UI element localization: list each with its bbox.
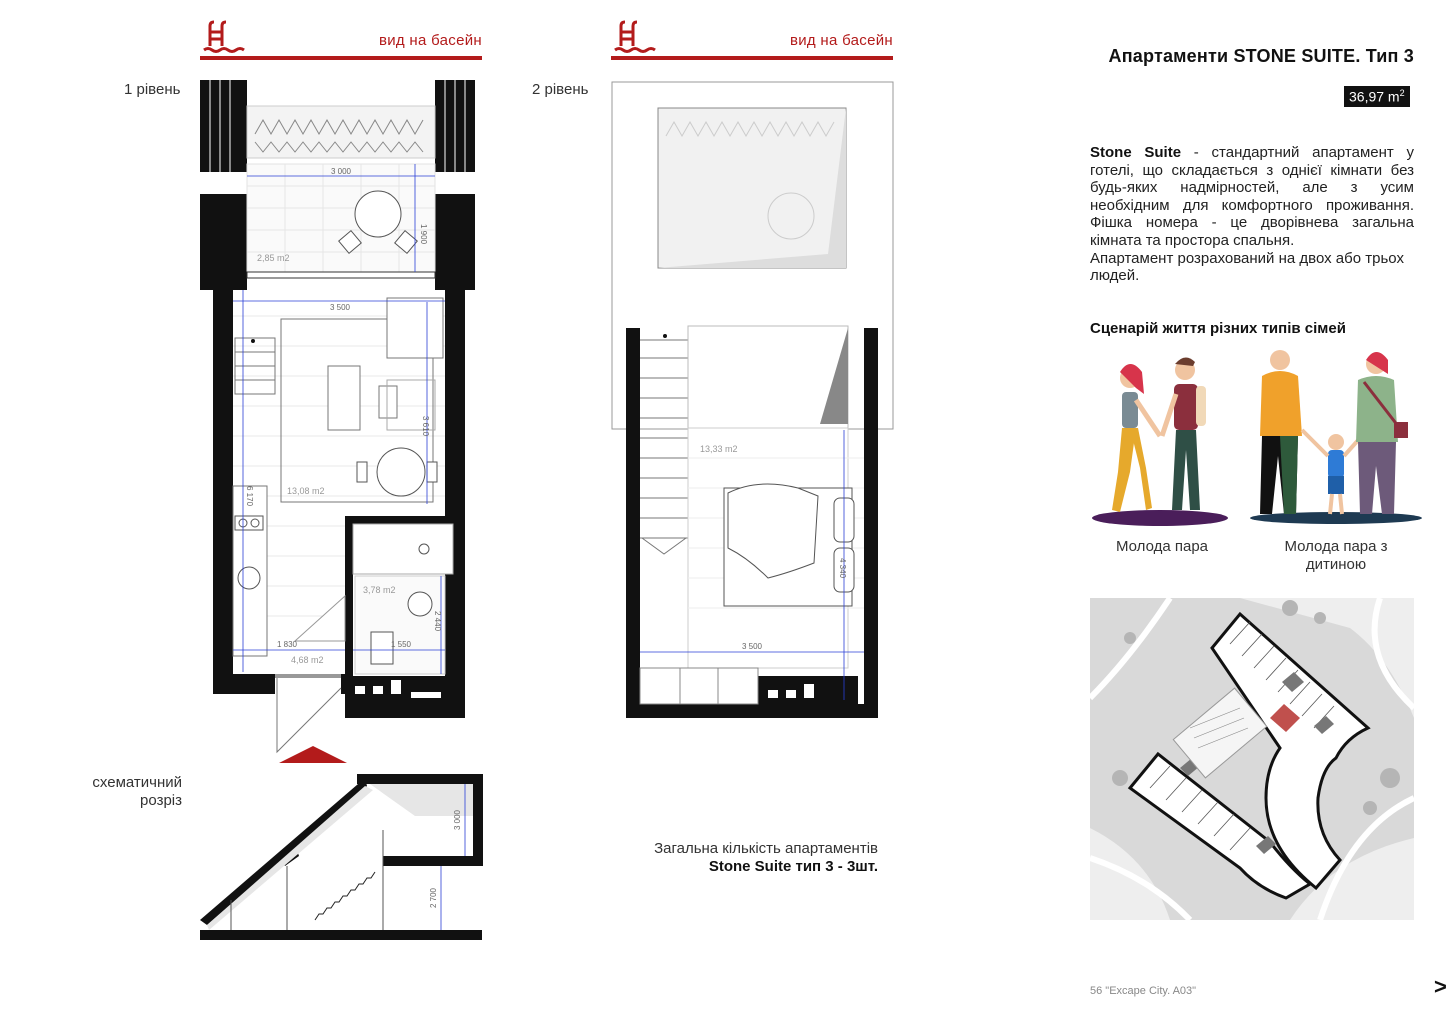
level-2-label: 2 рівень: [532, 81, 589, 98]
bath-door-swing: [295, 596, 345, 641]
svg-text:3 500: 3 500: [329, 303, 351, 312]
total-apartments: Загальна кількість апартаментів Stone Suite тип 3 - 3шт.: [654, 840, 878, 875]
level-2-floor-plan: [608, 78, 898, 720]
section-marker: [279, 746, 347, 763]
page-footer: 56 "Excape City. A03": [1090, 985, 1197, 997]
svg-text:1 550: 1 550: [390, 640, 412, 649]
toilet: [371, 632, 393, 664]
svg-text:4,68 m2: 4,68 m2: [291, 655, 324, 665]
scenario-heading: Сценарій життя різних типів сімей: [1090, 320, 1346, 337]
svg-text:1 900: 1 900: [419, 224, 428, 245]
section-label: схематичний розріз: [92, 774, 182, 809]
next-page-arrow-icon[interactable]: >: [1434, 974, 1447, 999]
svg-text:4 340: 4 340: [838, 558, 847, 579]
svg-text:13,33 m2: 13,33 m2: [700, 444, 738, 454]
schematic-section: [195, 770, 485, 945]
pool-ladder-icon: [613, 20, 657, 56]
site-plan-map: [1090, 598, 1414, 920]
pool-view-rule: [611, 56, 893, 60]
svg-text:2 440: 2 440: [433, 611, 442, 632]
svg-text:3 610: 3 610: [421, 416, 430, 437]
caption-young-couple: Молода пара: [1115, 538, 1209, 555]
void-over-terrace: [658, 108, 846, 268]
dining-table: [377, 448, 425, 496]
entrance-door: [277, 678, 341, 752]
area-badge: 36,97 $m^2$: [1344, 86, 1410, 107]
caption-family-with-child: Молода пара з дитиною: [1284, 538, 1388, 573]
svg-text:2,85 m2: 2,85 m2: [257, 253, 290, 263]
coffee-table: [328, 366, 360, 430]
pool-view-header-2: [611, 20, 893, 60]
terrace-table: [355, 191, 401, 237]
svg-text:1 830: 1 830: [276, 640, 298, 649]
svg-text:6 170: 6 170: [245, 486, 254, 507]
washbasin: [408, 592, 432, 616]
pool-ladder-icon: [202, 20, 246, 56]
young-couple-illustration: [1090, 350, 1240, 530]
svg-text:3 000: 3 000: [453, 809, 462, 831]
pool-view-label: вид на басейн: [789, 32, 893, 49]
pool-view-label: вид на басейн: [378, 32, 482, 49]
svg-text:2 700: 2 700: [429, 887, 438, 909]
description: Stone Suite - стандартний апартамент у готелі, що складається з однієї кімнати без будь-яких надмірностей, але з усим необхідним для комфортного проживання. Фішка номера - це дворівнева загальна кімната та простора спальня. Апартамент розрахований на двох або трьох людей.: [1090, 144, 1414, 285]
pool-view-rule: [200, 56, 482, 60]
svg-text:3 000: 3 000: [330, 167, 352, 176]
family-with-child-illustration: [1248, 346, 1424, 530]
level-1-label: 1 рівень: [124, 81, 181, 98]
svg-text:3 500: 3 500: [741, 642, 763, 651]
level-1-floor-plan: [195, 76, 475, 766]
staircase: [640, 326, 688, 558]
svg-text:13,08 m2: 13,08 m2: [287, 486, 325, 496]
pool-view-header-1: [200, 20, 482, 60]
page-title: Апартаменти STONE SUITE. Тип 3: [1108, 46, 1414, 66]
svg-text:3,78 m2: 3,78 m2: [363, 585, 396, 595]
sofa: [387, 298, 443, 358]
